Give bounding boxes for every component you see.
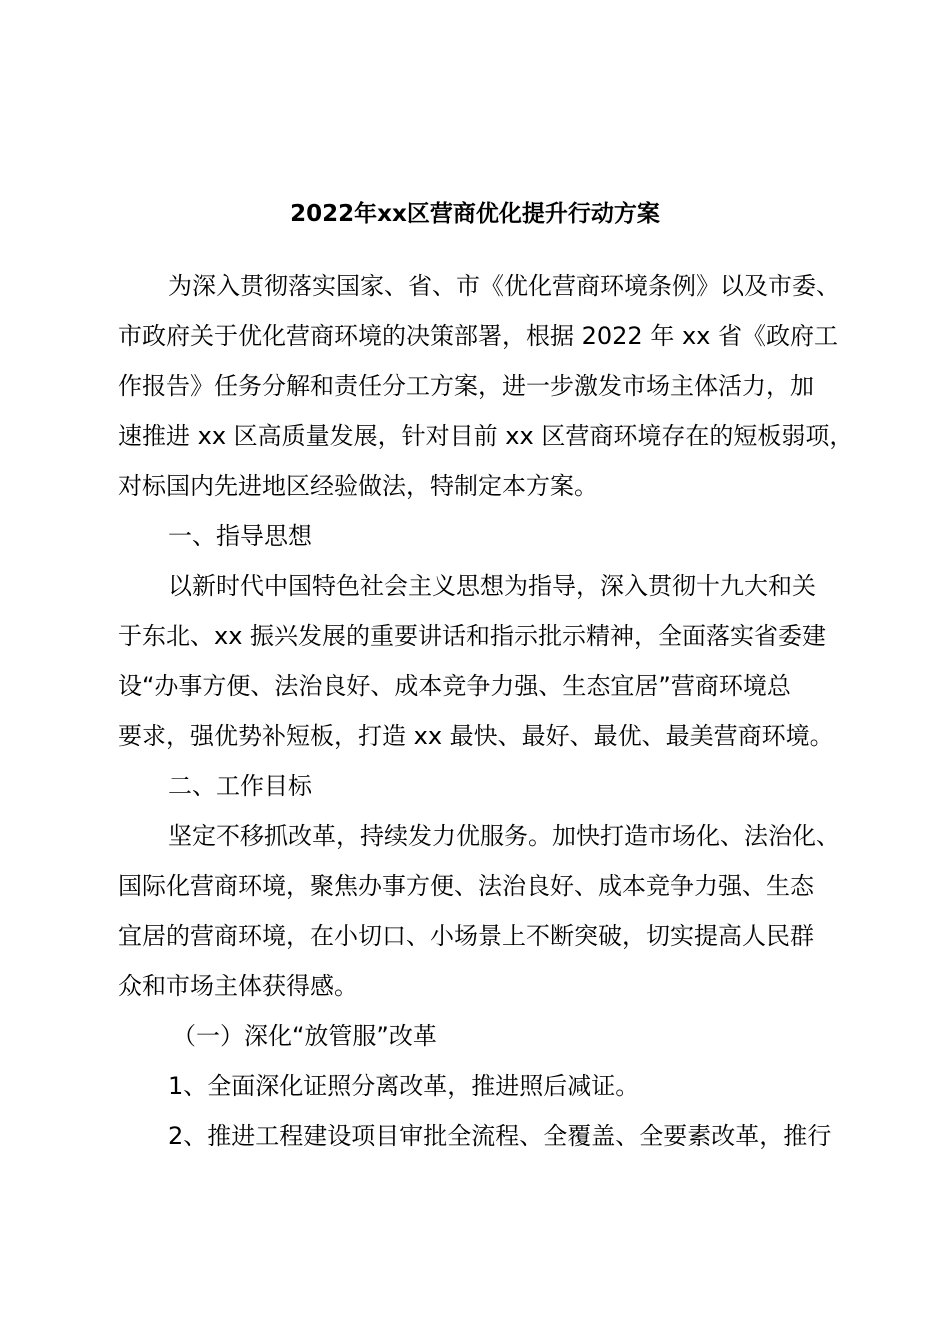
paragraph-line: 宜居的营商环境，在小切口、小场景上不断突破，切实提高人民群 — [118, 922, 814, 950]
paragraph-line: 于东北、xx 振兴发展的重要讲话和指示批示精神，全面落实省委建 — [118, 622, 827, 650]
paragraph-line: 对标国内先进地区经验做法，特制定本方案。 — [118, 472, 598, 500]
subsection-heading: （一）深化“放管服”改革 — [172, 1022, 437, 1050]
paragraph-line: 作报告》任务分解和责任分工方案，进一步激发市场主体活力，加 — [118, 372, 814, 400]
paragraph-line: 速推进 xx 区高质量发展，针对目前 xx 区营商环境存在的短板弱项， — [118, 422, 854, 450]
section-heading: 一、指导思想 — [168, 522, 312, 550]
list-item: 2、推进工程建设项目审批全流程、全覆盖、全要素改革，推行 — [168, 1122, 832, 1150]
paragraph-line: 要求，强优势补短板，打造 xx 最快、最好、最优、最美营商环境。 — [118, 722, 834, 750]
paragraph-line: 坚定不移抓改革，持续发力优服务。加快打造市场化、法治化、 — [168, 822, 840, 850]
section-heading: 二、工作目标 — [168, 772, 312, 800]
paragraph-line: 市政府关于优化营商环境的决策部署，根据 2022 年 xx 省《政府工 — [118, 322, 838, 350]
paragraph-line: 为深入贯彻落实国家、省、市《优化营商环境条例》以及市委、 — [168, 272, 840, 300]
paragraph-line: 设“办事方便、法治良好、成本竞争力强、生态宜居”营商环境总 — [118, 672, 791, 700]
paragraph-line: 众和市场主体获得感。 — [118, 972, 358, 1000]
document-title: 2022年xx区营商优化提升行动方案 — [290, 201, 660, 227]
list-item: 1、全面深化证照分离改革，推进照后减证。 — [168, 1072, 640, 1100]
paragraph-line: 国际化营商环境，聚焦办事方便、法治良好、成本竞争力强、生态 — [118, 872, 814, 900]
paragraph-line: 以新时代中国特色社会主义思想为指导，深入贯彻十九大和关 — [168, 572, 816, 600]
